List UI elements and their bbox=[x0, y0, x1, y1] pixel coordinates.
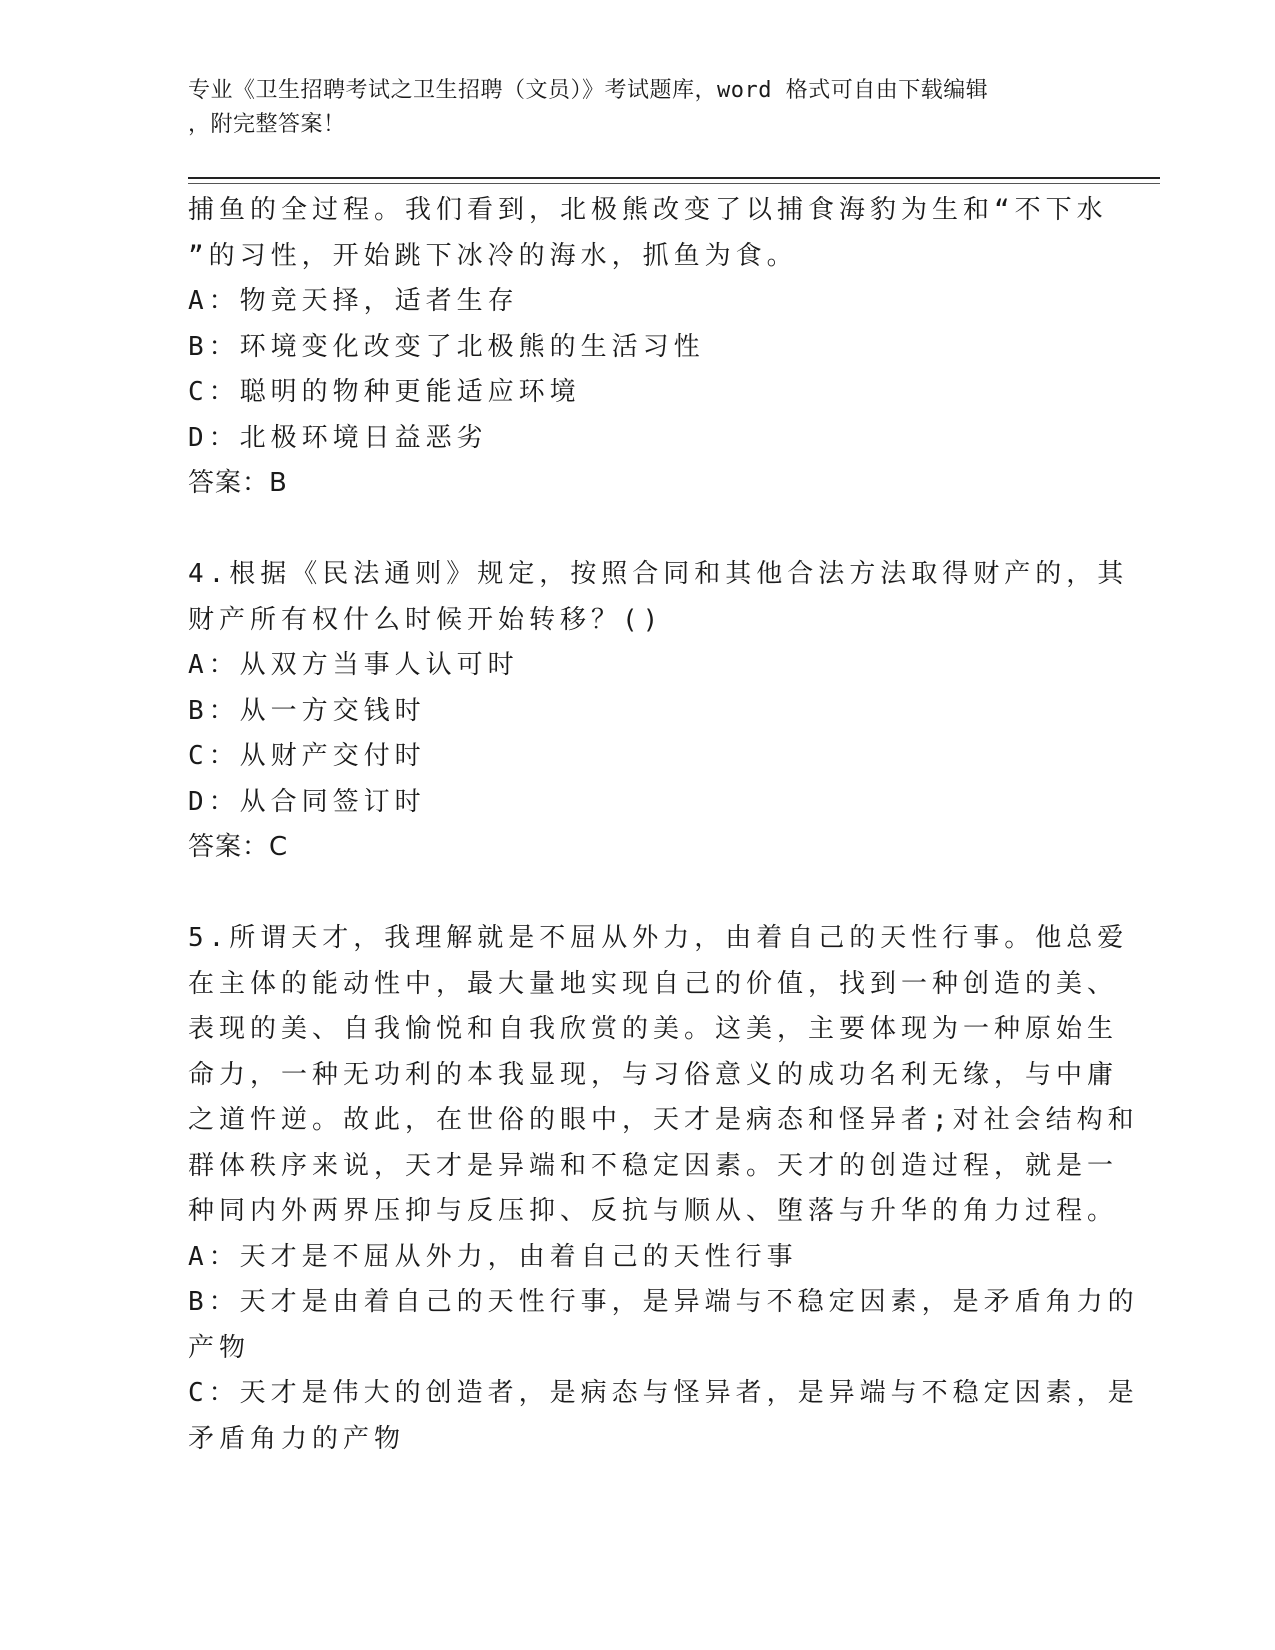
question-stem-line: 之道忤逆。故此，在世俗的眼中，天才是病态和怪异者;对社会结构和 bbox=[188, 1105, 1139, 1135]
question-4 bbox=[188, 552, 1129, 871]
option-d: D：从合同签订时 bbox=[188, 786, 426, 817]
option-b: B：从一方交钱时 bbox=[188, 695, 426, 726]
option-b-continued: 产物 bbox=[188, 1332, 251, 1363]
question-3-continued bbox=[188, 188, 1108, 507]
question-stem-line: 财产所有权什么时候开始转移？() bbox=[188, 604, 664, 635]
question-stem-line: 表现的美、自我愉悦和自我欣赏的美。这美，主要体现为一种原始生 bbox=[188, 1014, 1119, 1044]
spacer bbox=[188, 507, 1088, 553]
header-line-1: 专业《卫生招聘考试之卫生招聘（文员）》考试题库，word 格式可自由下载编辑 bbox=[188, 78, 989, 103]
question-stem-line: 种同内外两界压抑与反压抑、反抗与顺从、堕落与升华的角力过程。 bbox=[188, 1196, 1119, 1226]
question-stem-line: 4.根据《民法通则》规定，按照合同和其他合法方法取得财产的，其 bbox=[188, 559, 1129, 589]
option-a: A：从双方当事人认可时 bbox=[188, 650, 519, 680]
option-b: B：天才是由着自己的天性行事，是异端与不稳定因素，是矛盾角力的 bbox=[188, 1287, 1139, 1317]
header-divider-thick bbox=[188, 177, 1160, 179]
question-stem-line: 命力，一种无功利的本我显现，与习俗意义的成功名利无缘，与中庸 bbox=[188, 1059, 1119, 1090]
option-d: D：北极环境日益恶劣 bbox=[188, 422, 488, 453]
question-stem-line: 群体秩序来说，天才是异端和不稳定因素。天才的创造过程，就是一 bbox=[188, 1150, 1119, 1181]
document-body bbox=[188, 188, 1139, 1462]
option-a: A：天才是不屈从外力，由着自己的天性行事 bbox=[188, 1241, 798, 1272]
header-divider-thin bbox=[188, 183, 1160, 184]
answer-label: 答案：B bbox=[188, 468, 288, 498]
option-c: C：天才是伟大的创造者，是病态与怪异者，是异端与不稳定因素，是 bbox=[188, 1378, 1139, 1408]
option-c-continued: 矛盾角力的产物 bbox=[188, 1423, 406, 1454]
question-stem-line: ”的习性，开始跳下冰冷的海水，抓鱼为食。 bbox=[188, 240, 798, 271]
option-b: B：环境变化改变了北极熊的生活习性 bbox=[188, 331, 705, 362]
question-stem-line: 捕鱼的全过程。我们看到，北极熊改变了以捕食海豹为生和“不下水 bbox=[188, 195, 1108, 225]
answer-label: 答案：C bbox=[188, 832, 289, 862]
question-5 bbox=[188, 916, 1139, 1462]
header-line-2: ，附完整答案！ bbox=[188, 112, 346, 137]
question-stem-line: 5.所谓天才，我理解就是不屈从外力，由着自己的天性行事。他总爱 bbox=[188, 923, 1129, 953]
spacer bbox=[188, 871, 1088, 917]
option-a: A：物竞天择，适者生存 bbox=[188, 286, 519, 316]
document-header bbox=[188, 74, 1088, 142]
option-c: C：聪明的物种更能适应环境 bbox=[188, 377, 581, 407]
option-c: C：从财产交付时 bbox=[188, 741, 426, 771]
question-stem-line: 在主体的能动性中，最大量地实现自己的价值，找到一种创造的美、 bbox=[188, 968, 1119, 999]
